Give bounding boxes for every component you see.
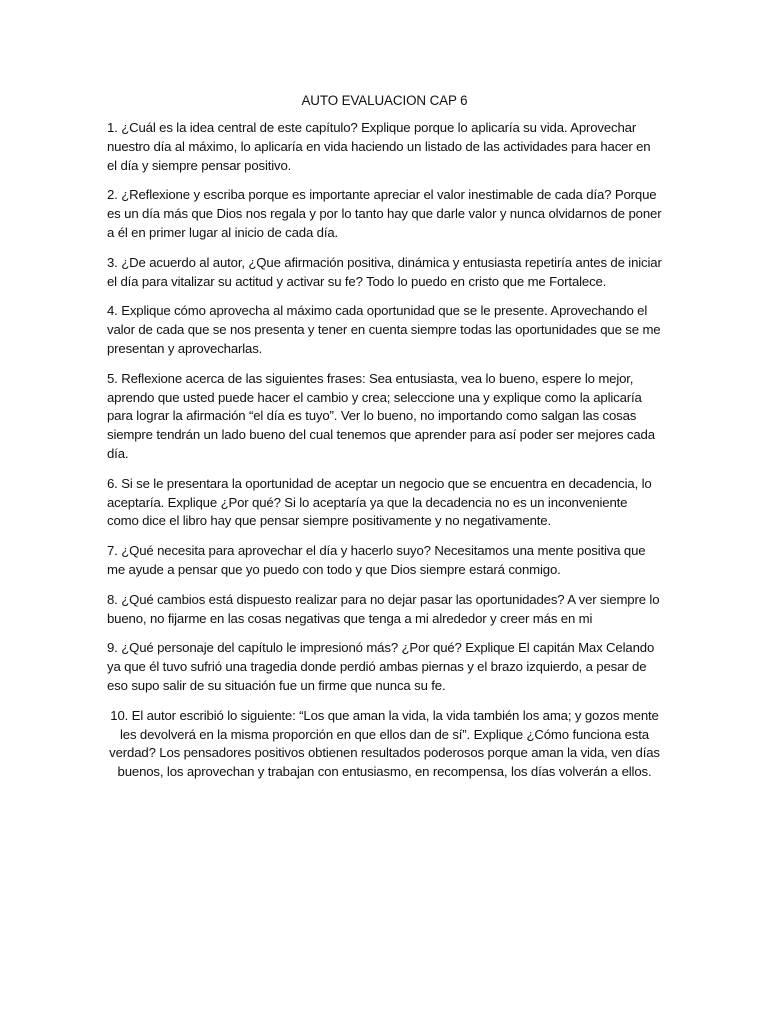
question-2: 2. ¿Reflexione y escriba porque es importante apreciar el valor inestimable de cada día? Porque es un día más que Dios nos regala y por lo tanto hay que darle valor y nunca olvidarnos de poner a él en primer lugar al inicio de cada día. xyxy=(107,187,662,240)
question-6: 6. Si se le presentara la oportunidad de aceptar un negocio que se encuentra en decadencia, lo aceptaría. Explique ¿Por qué? Si lo aceptaría ya que la decadencia no es un inconveniente como dice el libro hay que pensar siempre positivamente y no negativamente. xyxy=(107,475,652,529)
document-body xyxy=(107,91,662,793)
question-7: 7. ¿Qué necesita para aprovechar el día y hacerlo suyo? Necesitamos una mente positiva que me ayude a pensar que yo puedo con todo y que Dios siempre estará conmigo. xyxy=(107,543,646,577)
question-9: 9. ¿Qué personaje del capítulo le impresionó más? ¿Por qué? Explique El capitán Max Celando ya que él tuvo sufrió una tragedia donde perdió ambas piernas y el brazo izquierdo, a pesar de eso supo salir de su situación fue un firme que nunca su fe. xyxy=(107,640,655,693)
document-title: AUTO EVALUACION CAP 6 xyxy=(301,93,468,108)
question-3: 3. ¿De acuerdo al autor, ¿Que afirmación positiva, dinámica y entusiasta repetiría antes de iniciar el día para vitalizar su actitud y activar su fe? Todo lo puedo en cristo que me Fortalece. xyxy=(107,254,662,289)
question-1: 1. ¿Cuál es la idea central de este capítulo? Explique porque lo aplicaría su vida. Aprovechar nuestro día al máximo, lo aplicaría en vida haciendo un listado de las actividades para hacer en el día y siempre pensar positivo. xyxy=(107,120,651,173)
question-4: 4. Explique cómo aprovecha al máximo cada oportunidad que se le presente. Aprovechando el valor de cada que se nos presenta y tener en cuenta siempre todas las oportunidades que se me presentan y aprovecharlas. xyxy=(107,303,661,356)
question-8: 8. ¿Qué cambios está dispuesto realizar para no dejar pasar las oportunidades? A ver siempre lo bueno, no fijarme en las cosas negativas que tenga a mi alrededor y creer más en mi xyxy=(107,591,660,626)
question-10: 10. El autor escribió lo siguiente: “Los que aman la vida, la vida también los ama; y gozos mente les devolverá en la misma proporción en que ellos dan de sí”. Explique ¿Cómo funciona esta verdad? Los pensadores positivos obtienen resultados poderosos porque aman la vida, ven días buenos, los aprovechan y trabajan con entusiasmo, en recompensa, los días volverán a ellos. xyxy=(109,707,660,780)
question-5: 5. Reflexione acerca de las siguientes frases: Sea entusiasta, vea lo bueno, espere lo mejor, aprendo que usted puede hacer el cambio y crea; seleccione una y explique como la aplicaría para lograr la afirmación “el día es tuyo”. Ver lo bueno, no importando como salgan las cosas siempre tendrán un lado bueno del cual tenemos que aprender para así poder ser mejores cada día. xyxy=(107,370,655,461)
